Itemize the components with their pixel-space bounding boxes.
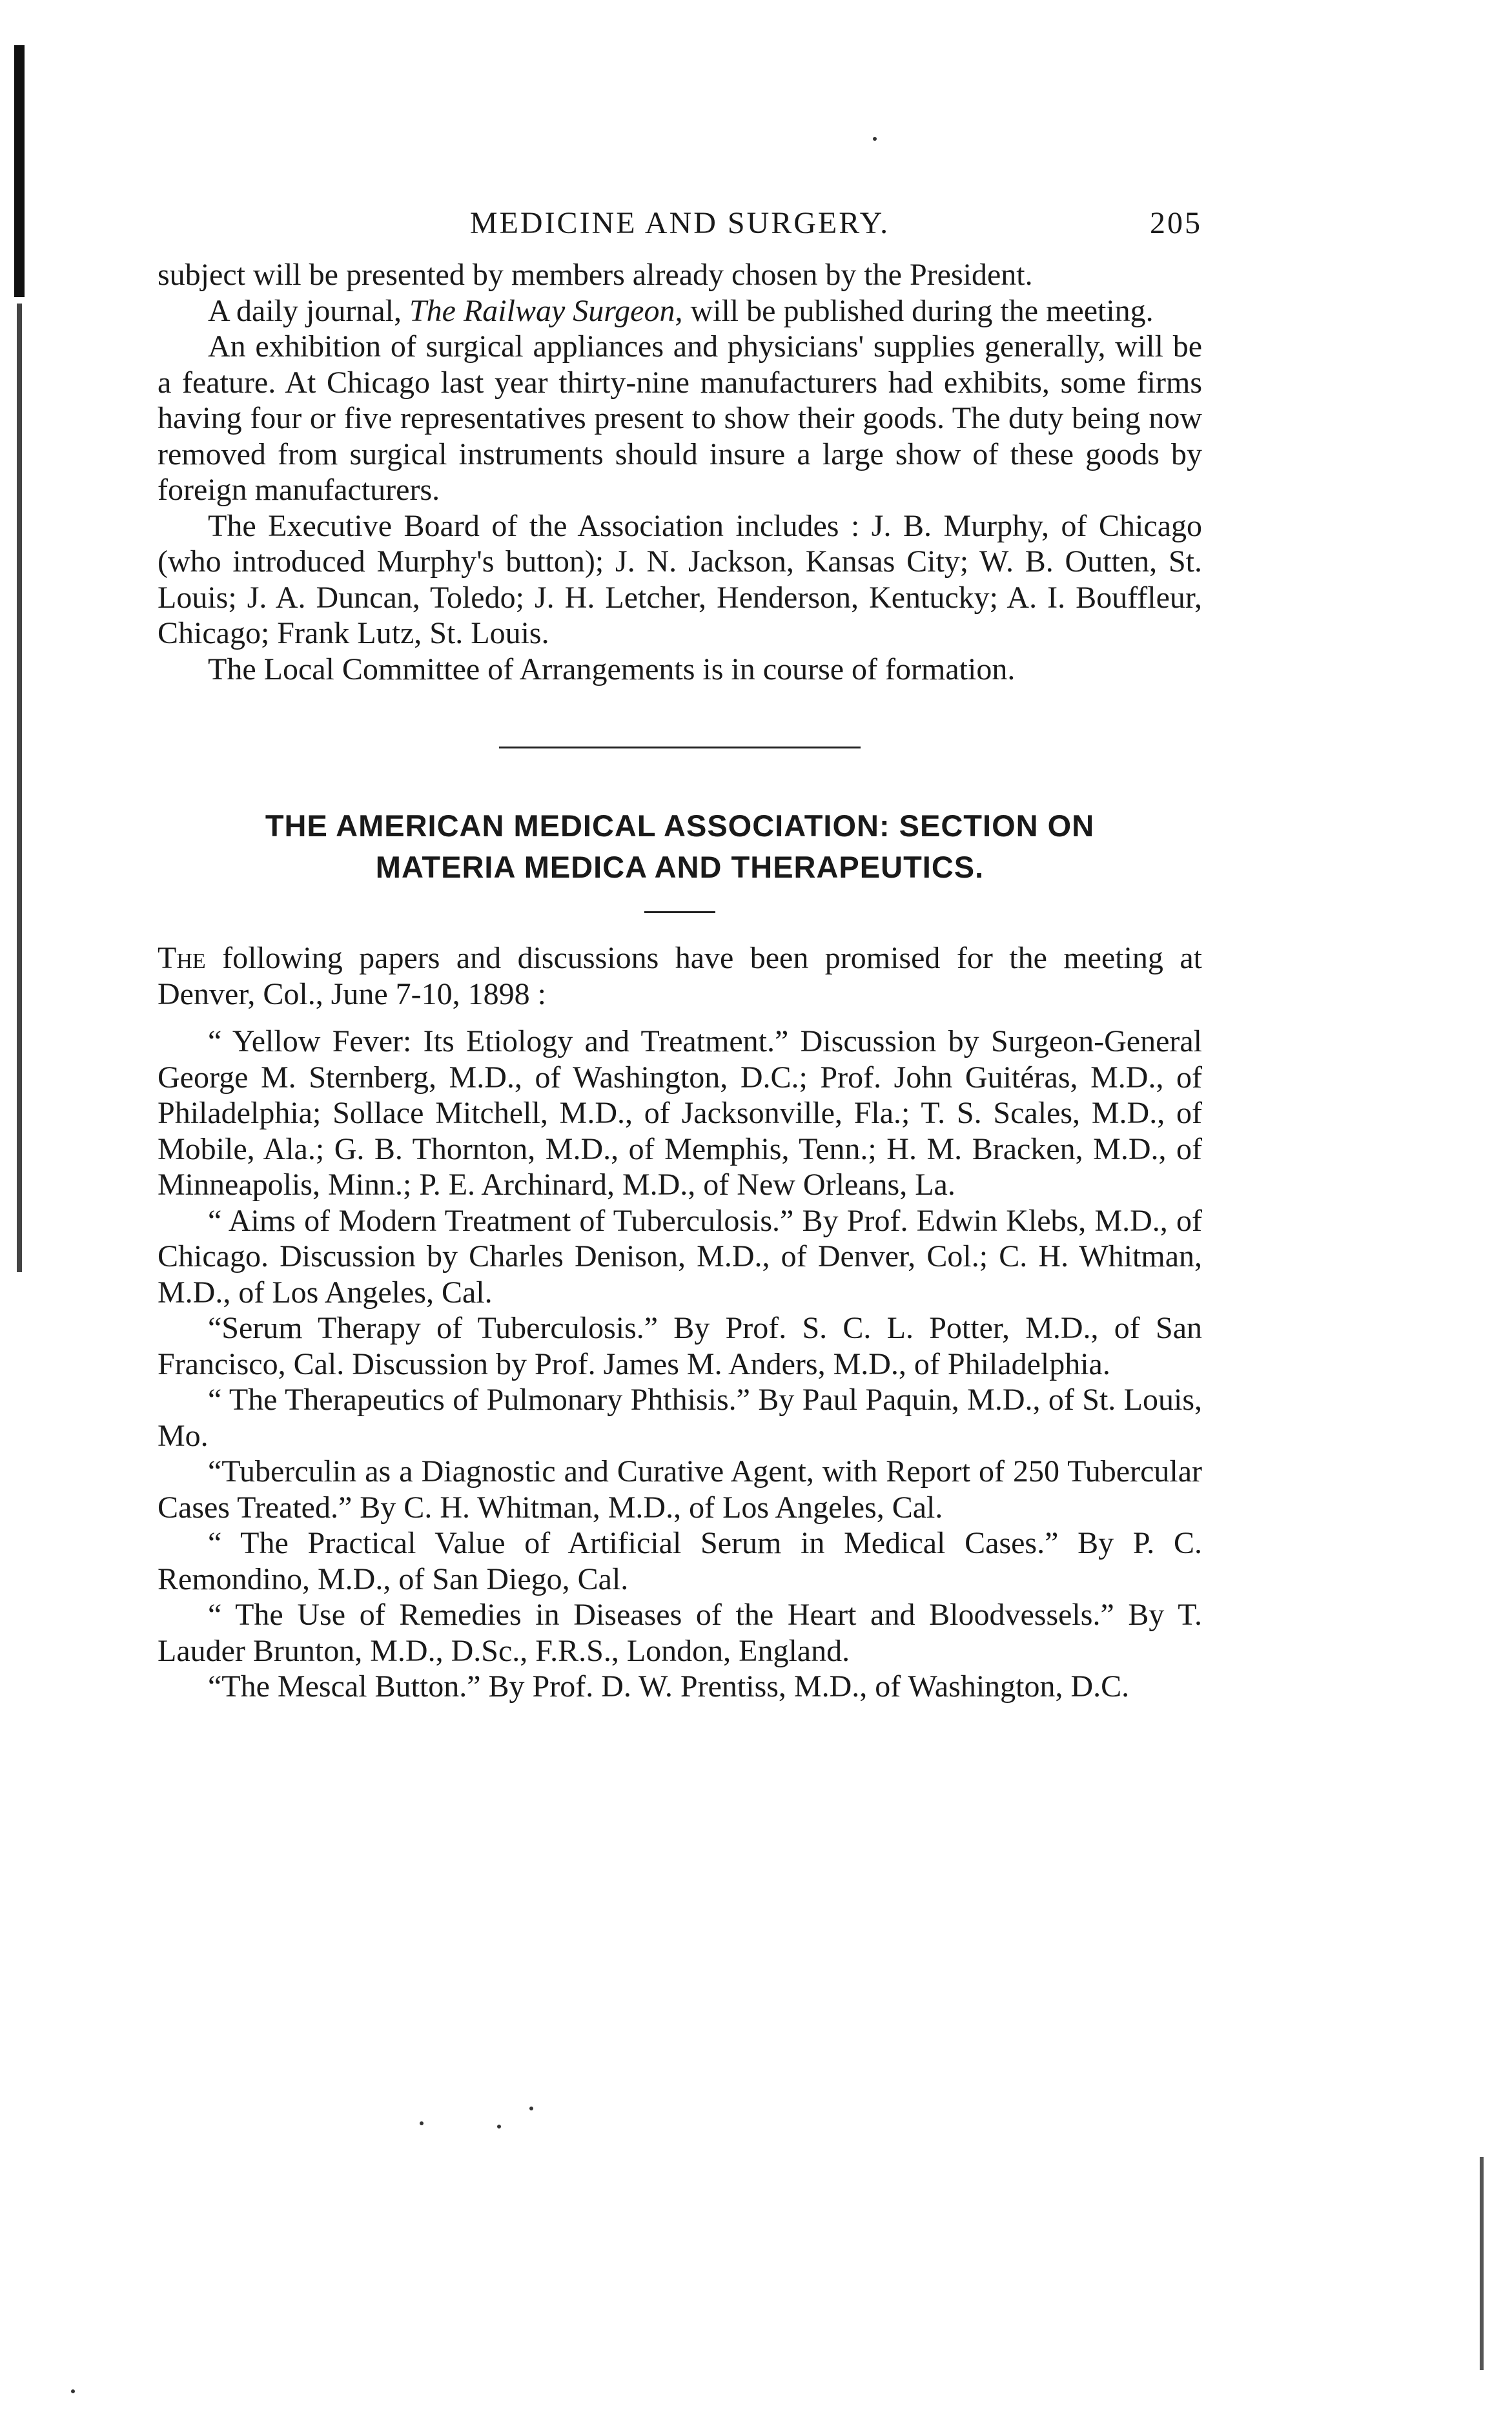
- paper-entry: “ Yellow Fever: Its Etiology and Treatment.” Discussion by Surgeon-General George M. Sternberg, M.D., of Washington, D.C.; Prof. John Guitéras, M.D., of Philadelphia; Sollace Mitchell, M.D., of Jacksonville, Fla.; T. S. Scales, M.D., of Mobile, Ala.; G. B. Thornton, M.D., of Memphis, Tenn.; H. M. Bracken, M.D., of Minneapolis, Minn.; P. E. Archinard, M.D., of New Orleans, La.: [158, 1024, 1202, 1202]
- title-rule: [644, 911, 715, 913]
- paper-entry: “ The Practical Value of Artificial Serum in Medical Cases.” By P. C. Remondino, M.D., of San Diego, Cal.: [158, 1526, 1202, 1596]
- paragraph: The Executive Board of the Association includes : J. B. Murphy, of Chicago (who introduced Murphy's button); J. N. Jackson, Kansas City; W. B. Outten, St. Louis; J. A. Duncan, Toledo; J. H. Letcher, Henderson, Kentucky; A. I. Bouffleur, Chicago; Frank Lutz, St. Louis.: [158, 508, 1202, 650]
- paper-entry: “Serum Therapy of Tuberculosis.” By Prof. S. C. L. Potter, M.D., of San Francisco, Cal. Discussion by Prof. James M. Anders, M.D., of Philadelphia.: [158, 1311, 1202, 1381]
- print-speck: [420, 2121, 424, 2125]
- journal-text-before: A daily journal,: [208, 293, 409, 328]
- running-head: [158, 205, 1202, 257]
- running-head-title: MEDICINE AND SURGERY.: [469, 206, 890, 240]
- paper-entry: “The Mescal Button.” By Prof. D. W. Prentiss, M.D., of Washington, D.C.: [208, 1669, 1130, 1704]
- intro-paragraph: [158, 940, 1202, 1012]
- print-speck: [529, 2107, 533, 2110]
- journal-text-after: will be published during the meeting.: [682, 293, 1154, 328]
- paper-entry: “ The Therapeutics of Pulmonary Phthisis.” By Paul Paquin, M.D., of St. Louis, Mo.: [158, 1383, 1202, 1453]
- paragraph-journal: [158, 293, 1202, 329]
- section-title-line-2: MATERIA MEDICA AND THERAPEUTICS.: [375, 850, 985, 884]
- section-title: [158, 805, 1202, 888]
- scan-edge-shadow: [17, 304, 22, 1272]
- page-number: 205: [1150, 206, 1202, 240]
- scan-edge-shadow: [1480, 2157, 1484, 2370]
- intro-text: following papers and discussions have been promised for the meeting at Denver, Col., June 7-10, 1898 :: [158, 941, 1202, 1011]
- scan-edge-shadow: [14, 45, 25, 297]
- print-speck: [497, 2125, 501, 2129]
- journal-title: The Railway Surgeon,: [409, 293, 683, 328]
- print-speck: [71, 2389, 75, 2393]
- paper-entry: “ Aims of Modern Treatment of Tuberculosis.” By Prof. Edwin Klebs, M.D., of Chicago. Discussion by Charles Denison, M.D., of Denver, Col.; C. H. Whitman, M.D., of Los Angeles, Cal.: [158, 1203, 1202, 1310]
- paper-entry: “ The Use of Remedies in Diseases of the Heart and Bloodvessels.” By T. Lauder Brunton, M.D., D.Sc., F.R.S., London, England.: [158, 1598, 1202, 1668]
- paragraph: subject will be presented by members already chosen by the President.: [158, 258, 1033, 292]
- text-column: [158, 205, 1202, 1705]
- intro-lead-word: The: [158, 941, 206, 975]
- paragraph: The Local Committee of Arrangements is in course of formation.: [208, 652, 1016, 686]
- print-speck: [873, 137, 877, 141]
- paragraph: An exhibition of surgical appliances and physicians' supplies generally, will be a feature. At Chicago last year thirty-nine manufacturers had exhibits, some firms having four or five representatives present to show their goods. The duty being now removed from surgical instruments should insure a large show of these goods by foreign manufacturers.: [158, 329, 1202, 507]
- section-divider: [499, 747, 861, 748]
- section-title-line-1: THE AMERICAN MEDICAL ASSOCIATION: SECTION ON: [265, 809, 1095, 843]
- paper-entry: “Tuberculin as a Diagnostic and Curative Agent, with Report of 250 Tubercular Cases Treated.” By C. H. Whitman, M.D., of Los Angeles, Cal.: [158, 1454, 1202, 1525]
